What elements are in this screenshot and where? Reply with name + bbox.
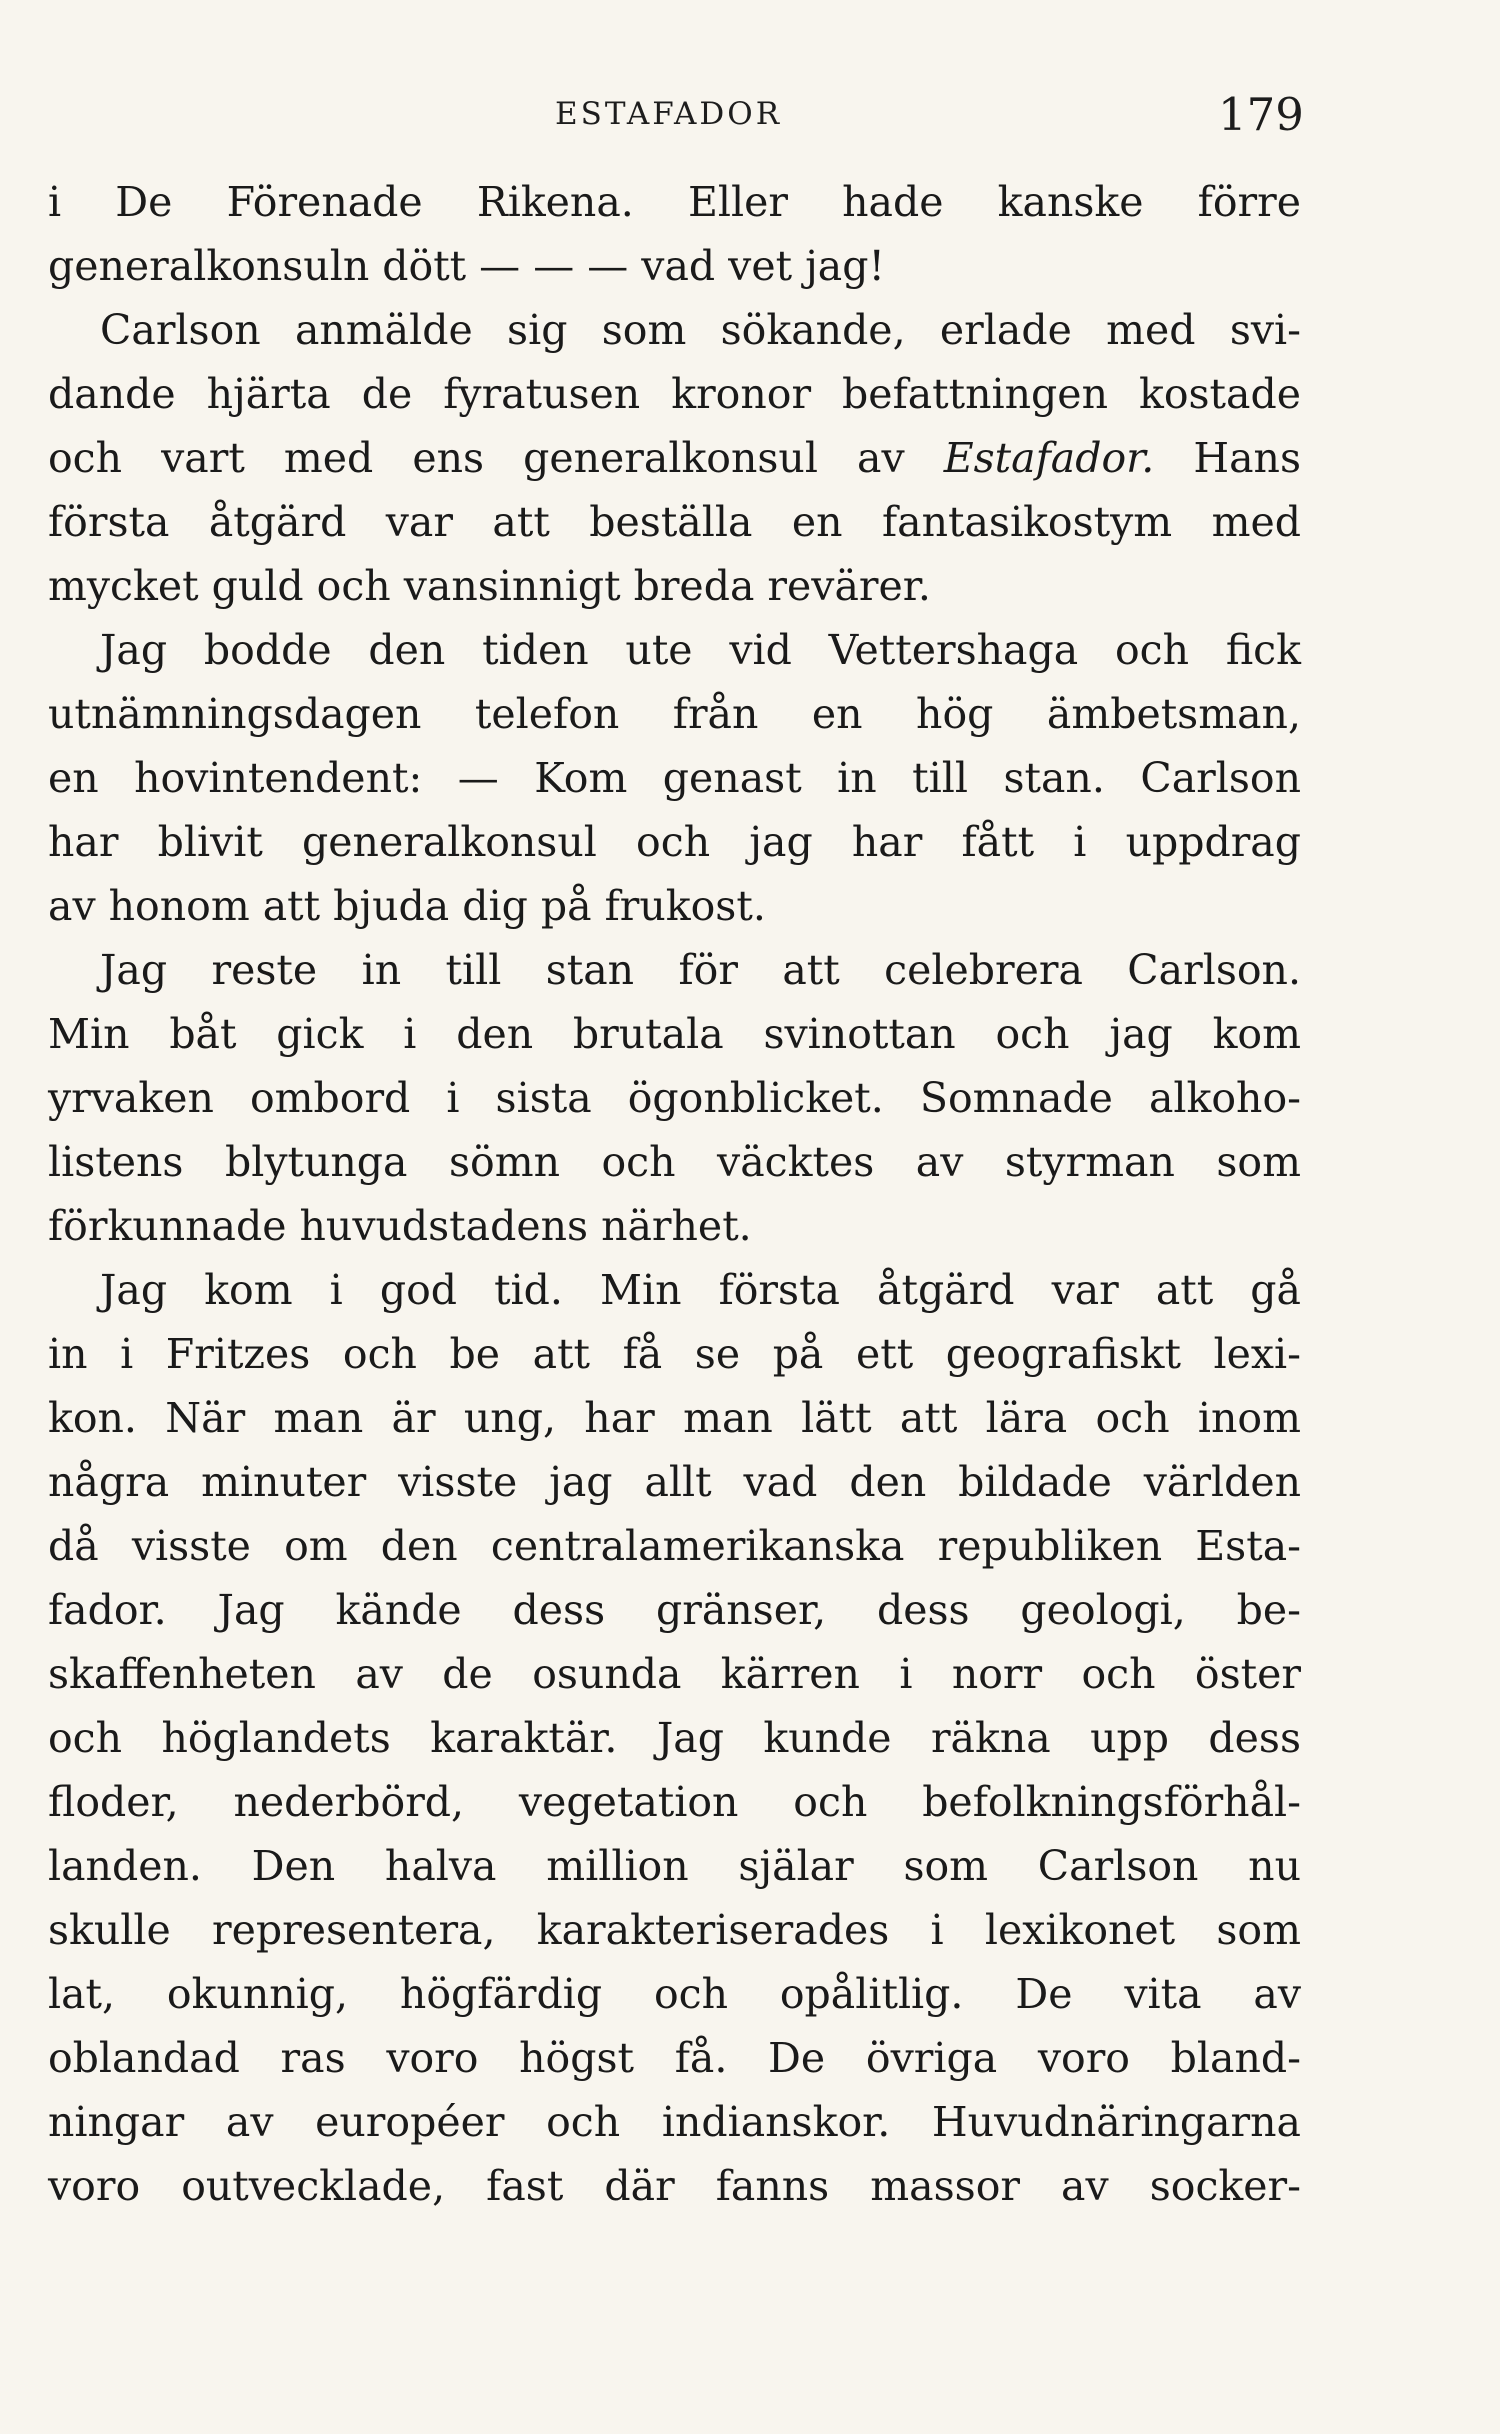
text-line: då visste om den centralamerikanska republiken Esta- <box>48 1522 1301 1570</box>
text-line: listens blytunga sömn och väcktes av styrman som <box>48 1138 1301 1186</box>
text-line: och höglandets karaktär. Jag kunde räkna upp dess <box>48 1714 1301 1762</box>
text-line: Carlson anmälde sig som sökande, erlade med svi- <box>100 306 1301 354</box>
text-line: yrvaken ombord i sista ögonblicket. Somnade alkoho- <box>48 1074 1301 1122</box>
text-line: Jag bodde den tiden ute vid Vettershaga och fick <box>100 626 1301 674</box>
text-line: Jag reste in till stan för att celebrera Carlson. <box>100 946 1301 994</box>
text-line: floder, nederbörd, vegetation och befolkningsförhål- <box>48 1778 1301 1826</box>
text-line: dande hjärta de fyratusen kronor befattningen kostade <box>48 370 1301 418</box>
text-line: skaffenheten av de osunda kärren i norr och öster <box>48 1650 1301 1698</box>
text-segment: Hans <box>1154 434 1301 482</box>
page-number: 179 <box>1218 88 1304 141</box>
text-line: Min båt gick i den brutala svinottan och jag kom <box>48 1010 1301 1058</box>
text-line: några minuter visste jag allt vad den bildade världen <box>48 1458 1301 1506</box>
text-line: in i Fritzes och be att få se på ett geografiskt lexi- <box>48 1330 1301 1378</box>
text-line: voro outvecklade, fast där fanns massor av socker- <box>48 2162 1301 2210</box>
text-line: utnämningsdagen telefon från en hög ämbetsman, <box>48 690 1301 738</box>
text-segment: och vart med ens generalkonsul av <box>48 434 944 482</box>
text-line: ningar av européer och indianskor. Huvudnäringarna <box>48 2098 1301 2146</box>
text-line: har blivit generalkonsul och jag har fått i uppdrag <box>48 818 1301 866</box>
text-line: landen. Den halva million själar som Carlson nu <box>48 1842 1301 1890</box>
text-line: oblandad ras voro högst få. De övriga voro bland- <box>48 2034 1301 2082</box>
running-head <box>0 88 1500 148</box>
text-line: Jag kom i god tid. Min första åtgärd var att gå <box>100 1266 1301 1314</box>
text-line: fador. Jag kände dess gränser, dess geologi, be- <box>48 1586 1301 1634</box>
body-text <box>48 170 1301 2218</box>
text-line: en hovintendent: — Kom genast in till stan. Carlson <box>48 754 1301 802</box>
text-line: förkunnade huvudstadens närhet. <box>48 1202 752 1250</box>
text-line: kon. När man är ung, har man lätt att lära och inom <box>48 1394 1301 1442</box>
italic-title: Estafador. <box>943 434 1155 482</box>
text-line: av honom att bjuda dig på frukost. <box>48 882 766 930</box>
text-line: generalkonsuln dött — — — vad vet jag! <box>48 242 885 290</box>
running-title: ESTAFADOR <box>555 96 783 132</box>
text-line: lat, okunnig, högfärdig och opålitlig. De vita av <box>48 1970 1301 2018</box>
text-line: mycket guld och vansinnigt breda revärer. <box>48 562 931 610</box>
text-line <box>48 426 1301 490</box>
text-line: skulle representera, karakteriserades i lexikonet som <box>48 1906 1301 1954</box>
text-line: första åtgärd var att beställa en fantasikostym med <box>48 498 1301 546</box>
text-line: i De Förenade Rikena. Eller hade kanske förre <box>48 178 1301 226</box>
